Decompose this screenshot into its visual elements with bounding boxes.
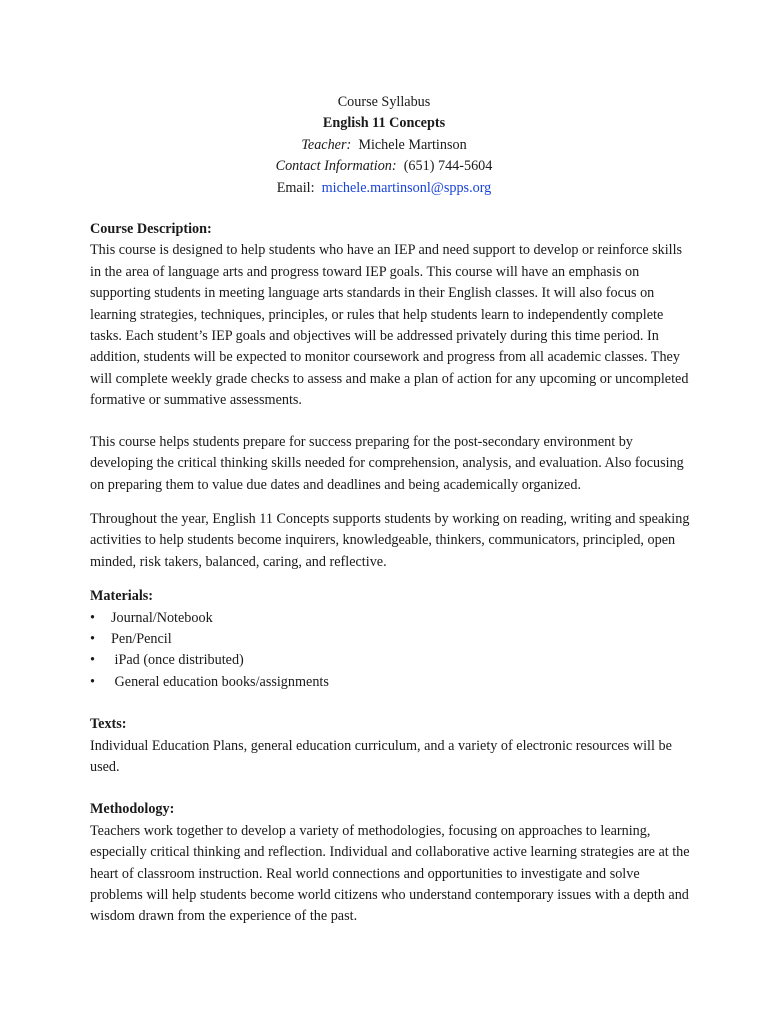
course-description-paragraph-2: This course helps students prepare for success preparing for the post-secondary environment by developing the critical thinking skills needed for comprehension, analysis, and evaluation. Also focusing on preparing them to value due dates and deadlines and being academically organized. [90,433,684,493]
list-item [90,650,690,671]
syllabus-header [90,92,678,199]
email-label: Email: [276,179,315,196]
bullet-icon: • [90,630,95,647]
teacher-label: Teacher: [301,136,352,153]
texts-heading: Texts: [90,716,127,733]
course-description-paragraph-3: Throughout the year, English 11 Concepts supports students by working on reading, writing and speaking activities to help students become inquirers, knowledgeable, thinkers, communicators, principled, open minded, risk takers, balanced, caring, and reflective. [90,510,690,570]
list-item-label: iPad (once distributed) [111,652,244,669]
course-description-heading: Course Description: [90,221,212,238]
course-name: English 11 Concepts [322,115,446,132]
document-title: Course Syllabus [337,94,431,110]
email-line [90,178,678,199]
methodology-heading: Methodology: [90,801,175,818]
course-description-section [90,219,690,573]
list-item-label: General education books/assignments [111,673,329,690]
materials-heading: Materials: [90,588,154,605]
contact-line [90,156,678,177]
teacher-name: Michele Martinson [358,136,467,153]
materials-list [90,608,690,694]
list-item [90,672,690,693]
syllabus-page [90,92,690,928]
texts-body: Individual Education Plans, general education curriculum, and a variety of electronic resources will be used. [90,737,672,775]
list-item-label: Pen/Pencil [111,630,172,647]
list-item-label: Journal/Notebook [111,609,213,626]
course-description-paragraph-1: This course is designed to help students who have an IEP and need support to develop or reinforce skills in the area of language arts and progress toward IEP goals. This course will have an emphasis on supporting students in meeting language arts standards in their English classes. It will also focus on learning strategies, techniques, principles, or rules that help students learn to independently complete tasks. Each student’s IEP goals and objectives will be addressed privately during this time period. In addition, students will be expected to monitor coursework and progress from all academic classes. They will complete weekly grade checks to assess and make a plan of action for any upcoming or uncompleted formative or summative assessments. [90,242,689,409]
contact-label: Contact Information: [275,158,397,175]
email-link[interactable]: michele.martinsonl@spps.org [321,179,492,196]
methodology-body: Teachers work together to develop a variety of methodologies, focusing on approaches to learning, especially critical thinking and reflection. Individual and collaborative active learning strategies are at the heart of classroom instruction. Real world connections and opportunities to investigate and solve problems will help students become world citizens who understand contemporary issues with a depth and wisdom drawn from the experience of the past. [90,822,690,925]
texts-section [90,714,690,778]
bullet-icon: • [90,673,95,690]
bullet-icon: • [90,652,95,669]
contact-phone: (651) 744-5604 [403,158,493,175]
list-item [90,629,690,650]
bullet-icon: • [90,609,95,626]
materials-section [90,586,690,693]
teacher-line [90,135,678,156]
list-item [90,608,690,629]
methodology-section [90,799,690,927]
